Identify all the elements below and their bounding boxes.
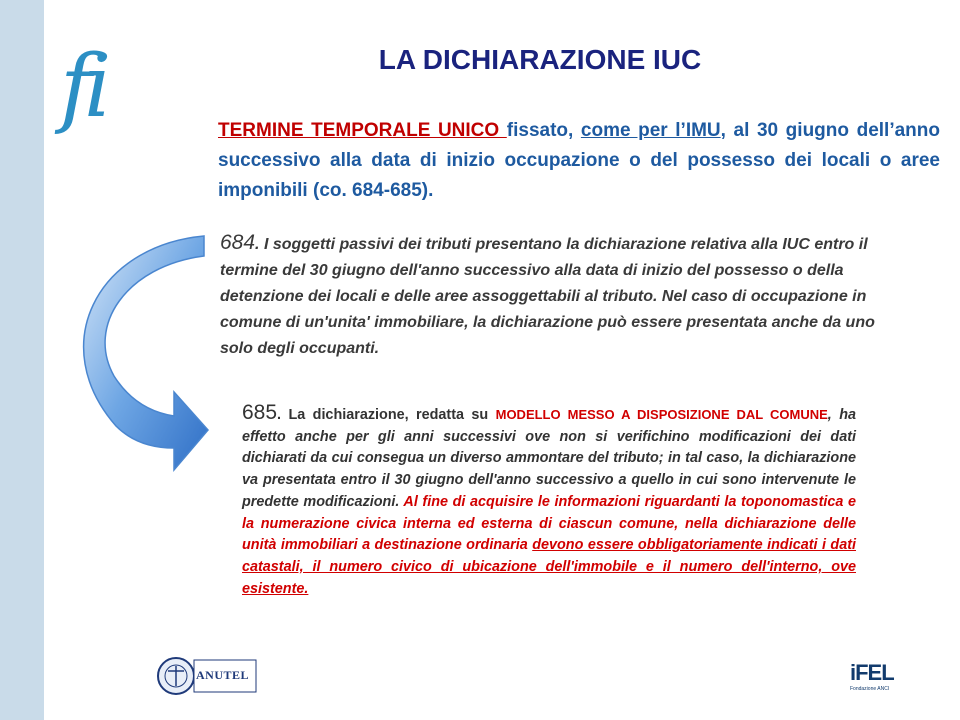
intro-paragraph [218,116,940,206]
paragraph-685-red-caps: MODELLO MESSO A DISPOSIZIONE DAL COMUNE [495,407,828,422]
paragraph-684-text: . I soggetti passivi dei tributi presentano la dichiarazione relativa alla IUC entro il termine del 30 giugno dell'anno successivo alla data di inizio del possesso o della detenzione dei locali e delle aree assoggettabili al tributo. Nel caso di occupazione in comune di un'unita' immobiliare, la dichiarazione può essere presentata anche da uno solo degli occupanti. [220,236,875,357]
ifel-logo: iFEL [850,660,894,685]
paragraph-685-red-text: Al fine di acquisire le informazioni riguardanti la toponomastica e la numerazione civica interna ed esterna di ciascun comune, nella dichiarazione delle unità immobiliari a destinazione ordinaria [242,493,856,554]
paragraph-685-text-b: , ha effetto anche per gli anni successivi ove non si verifichino modificazioni dei dati dichiarati da cui consegua un diverso ammontare del tributo; in tal caso, la dichiarazione va presentata entro il 30 giugno dell'anno successivo a quello in cui sono intervenute le predette modificazioni. [242,407,856,510]
anutel-text: ANUTEL [196,668,250,682]
intro-underlined: come per l’IMU [580,120,721,141]
curved-arrow-icon [56,226,216,486]
paragraph-685-number: 685 [242,401,278,424]
paragraph-684-number: 684 [220,231,256,254]
paragraph-685-text-a: . La dichiarazione, redatta su [277,407,496,423]
page-title: LA DICHIARAZIONE IUC [378,44,702,75]
intro-text-b: , al 30 giugno dell’anno successivo alla data di inizio occupazione o del possesso dei locali o aree imponibili (co. 684-685). [218,120,940,201]
fi-logo: fi [60,37,104,137]
side-bar [0,0,44,720]
intro-red-heading: TERMINE TEMPORALE UNICO [218,120,507,141]
paragraph-685 [242,402,856,600]
paragraph-684 [220,230,912,362]
ifel-subtitle: Fondazione ANCI [850,686,890,692]
paragraph-685-red-underlined: devono essere obbligatoriamente indicati i dati catastali, il numero civico di ubicazione dell'immobile e il numero dell'interno, ove esistente. [242,537,856,597]
intro-text-a: fissato, [506,120,581,141]
